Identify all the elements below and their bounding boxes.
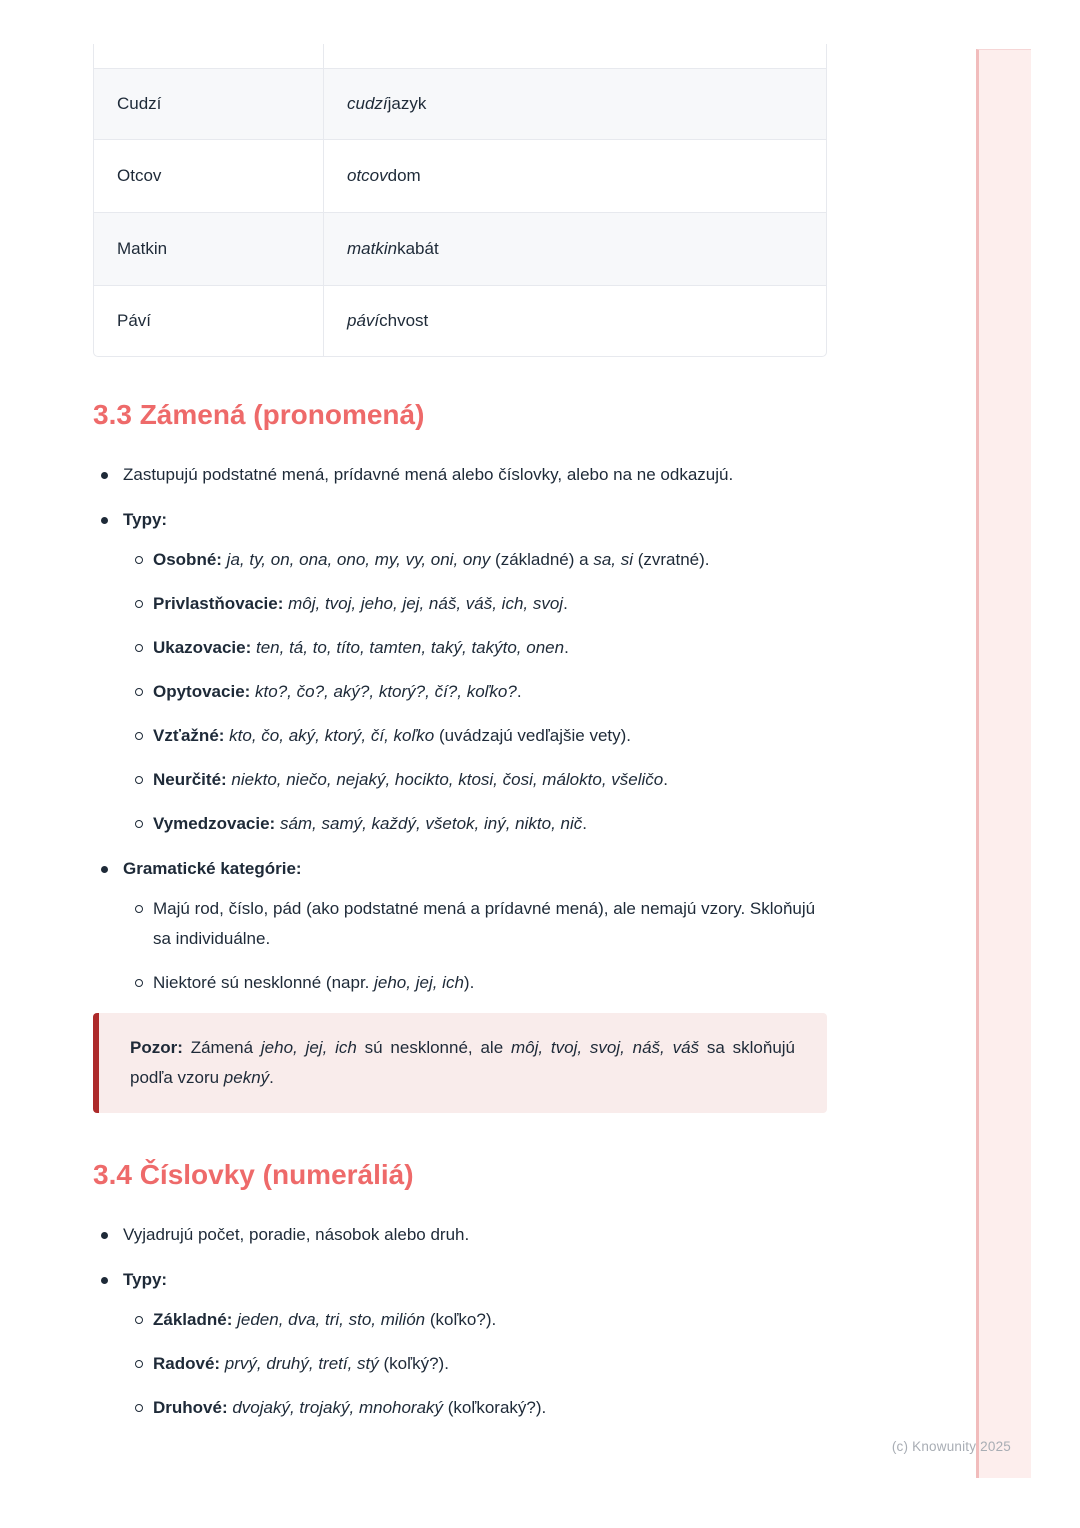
numerals-list <box>93 1220 827 1423</box>
text-segment: sú nesklonné, ale <box>356 1038 511 1057</box>
table-row <box>94 139 826 212</box>
table-cell-term: Matkin <box>94 213 324 285</box>
text-segment: dom <box>387 166 421 185</box>
table-cell-example <box>324 69 826 139</box>
callout-text <box>130 1038 795 1087</box>
text-segment: kabát <box>397 239 439 258</box>
list-item <box>93 1220 827 1250</box>
adjective-patterns-table <box>93 44 827 357</box>
table-cell-term: Páví <box>94 286 324 356</box>
list-item-text <box>153 1354 449 1373</box>
text-segment: chvost <box>379 311 429 330</box>
list-item <box>123 589 827 619</box>
circle-bullet-icon <box>135 820 143 828</box>
table-row <box>94 212 826 285</box>
text-segment: Zastupujú podstatné mená, prídavné mená alebo číslovky, alebo na ne odkazujú. <box>123 465 734 484</box>
bullet-icon <box>101 472 108 479</box>
circle-bullet-icon <box>135 905 143 913</box>
text-segment: . <box>516 682 522 701</box>
text-segment: ). <box>463 973 475 992</box>
list-item-text <box>153 594 568 613</box>
text-segment: Typy: <box>123 1270 168 1289</box>
bullet-icon <box>101 517 108 524</box>
list-item <box>123 894 827 954</box>
text-segment: ten, tá, to, títo, tamten, taký, takýto, onen <box>256 638 565 657</box>
bullet-icon <box>101 1277 108 1284</box>
list-item-text <box>153 814 587 833</box>
list-item-text <box>153 770 668 789</box>
list-item-text <box>123 465 733 484</box>
text-segment: (uvádzajú vedľajšie vety). <box>434 726 632 745</box>
text-segment: sa skloňujú podľa vzoru <box>130 1038 796 1087</box>
section-title-numerals: 3.4 Číslovky (numeráliá) <box>93 1159 414 1190</box>
circle-bullet-icon <box>135 776 143 784</box>
page-edge-decoration <box>976 49 1031 1478</box>
list-item <box>123 765 827 795</box>
table-cell-term: Otcov <box>94 140 324 212</box>
list-item-text <box>153 973 474 992</box>
circle-bullet-icon <box>135 556 143 564</box>
table-cell-example <box>324 286 826 356</box>
list-item <box>93 1265 827 1423</box>
text-segment: jeho, jej, ich <box>374 973 464 992</box>
text-segment: ja, ty, on, ona, ono, my, vy, oni, ony <box>226 550 491 569</box>
bullet-icon <box>101 866 108 873</box>
text-segment: . <box>663 770 668 789</box>
circle-bullet-icon <box>135 732 143 740</box>
list-item <box>123 809 827 839</box>
text-segment: môj, tvoj, svoj, náš, váš <box>510 1038 700 1057</box>
pronoun-types-sublist <box>123 545 827 839</box>
text-segment: . <box>269 1068 274 1087</box>
text-segment: Vymedzovacie: <box>153 814 280 833</box>
text-segment: Radové: <box>153 1354 225 1373</box>
text-segment: sám, samý, každý, všetok, iný, nikto, nič <box>279 814 583 833</box>
circle-bullet-icon <box>135 979 143 987</box>
table-row <box>94 68 826 139</box>
text-segment: Neurčité: <box>153 770 232 789</box>
text-segment: pekný <box>223 1068 270 1087</box>
text-segment: (koľkoraký?). <box>443 1398 547 1417</box>
list-item <box>123 545 827 575</box>
text-segment: Majú rod, číslo, pád (ako podstatné mená a prídavné mená), ale nemajú vzory. Skloňujú sa individuálne. <box>153 899 816 948</box>
list-item-text <box>153 1310 496 1329</box>
text-segment: matkin <box>347 239 398 258</box>
table-cell-example <box>324 44 826 68</box>
bullet-icon <box>101 1232 108 1239</box>
text-segment: Niektoré sú nesklonné (napr. <box>153 973 375 992</box>
text-segment: dvojaký, trojaký, mnohoraký <box>232 1398 444 1417</box>
text-segment: Typy: <box>123 510 168 529</box>
text-segment: jeden, dva, tri, sto, milión <box>237 1310 426 1329</box>
list-item <box>123 1305 827 1335</box>
text-segment: Vzťažné: <box>153 726 230 745</box>
document-content <box>93 44 827 1438</box>
text-segment: Privlastňovacie: <box>153 594 289 613</box>
table-cell-example <box>324 140 826 212</box>
text-segment: prvý, druhý, tretí, stý <box>224 1354 379 1373</box>
grammar-categories-sublist <box>123 894 827 998</box>
table-row <box>94 285 826 356</box>
text-segment: jazyk <box>387 94 427 113</box>
circle-bullet-icon <box>135 600 143 608</box>
list-item <box>123 633 827 663</box>
list-item-text <box>153 550 710 569</box>
circle-bullet-icon <box>135 1316 143 1324</box>
circle-bullet-icon <box>135 688 143 696</box>
table-cell-term <box>94 44 324 68</box>
text-segment: Osobné: <box>153 550 227 569</box>
text-segment: kto, čo, aký, ktorý, čí, koľko <box>229 726 435 745</box>
list-item <box>123 677 827 707</box>
list-item <box>123 721 827 751</box>
section-title-pronouns: 3.3 Zámená (pronomená) <box>93 399 425 430</box>
warning-callout <box>93 1013 827 1113</box>
table-row-cropped <box>94 44 826 68</box>
text-segment: otcov <box>347 166 388 185</box>
copyright-notice: (c) Knowunity 2025 <box>891 1439 1011 1454</box>
numeral-types-sublist <box>123 1305 827 1423</box>
circle-bullet-icon <box>135 1404 143 1412</box>
text-segment: (koľký?). <box>378 1354 449 1373</box>
text-segment: (základné) a <box>490 550 594 569</box>
text-segment: Pozor: <box>130 1038 183 1057</box>
list-item <box>93 460 827 490</box>
list-item-text <box>123 859 302 878</box>
text-segment: . <box>563 594 568 613</box>
list-item <box>123 1393 827 1423</box>
circle-bullet-icon <box>135 644 143 652</box>
list-item <box>93 505 827 839</box>
pronouns-list <box>93 460 827 998</box>
text-segment: sa, si <box>593 550 633 569</box>
text-segment: Základné: <box>153 1310 238 1329</box>
list-item <box>93 854 827 998</box>
text-segment: . <box>582 814 587 833</box>
text-segment: Druhové: <box>153 1398 233 1417</box>
text-segment: . <box>564 638 569 657</box>
text-segment: kto?, čo?, aký?, ktorý?, čí?, koľko? <box>255 682 517 701</box>
text-segment: Gramatické kategórie: <box>123 859 302 878</box>
list-item-text <box>153 682 522 701</box>
list-item-text <box>123 1225 469 1244</box>
circle-bullet-icon <box>135 1360 143 1368</box>
text-segment: môj, tvoj, jeho, jej, náš, váš, ich, svoj <box>288 594 564 613</box>
text-segment: Zámená <box>182 1038 261 1057</box>
text-segment: Ukazovacie: <box>153 638 256 657</box>
text-segment: Opytovacie: <box>153 682 256 701</box>
text-segment: jeho, jej, ich <box>260 1038 357 1057</box>
text-segment: (zvratné). <box>633 550 710 569</box>
list-item <box>123 968 827 998</box>
table-cell-example <box>324 213 826 285</box>
text-segment: (koľko?). <box>425 1310 497 1329</box>
text-segment: niekto, niečo, nejaký, hocikto, ktosi, čosi, málokto, všeličo <box>231 770 664 789</box>
list-item <box>123 1349 827 1379</box>
list-item-text <box>123 1270 167 1289</box>
list-item-text <box>153 899 815 948</box>
list-item-text <box>153 726 631 745</box>
list-item-text <box>123 510 167 529</box>
table-cell-term: Cudzí <box>94 69 324 139</box>
text-segment: páví <box>347 311 380 330</box>
list-item-text <box>153 638 569 657</box>
list-item-text <box>153 1398 546 1417</box>
text-segment: cudzí <box>347 94 388 113</box>
text-segment: Vyjadrujú počet, poradie, násobok alebo druh. <box>123 1225 470 1244</box>
